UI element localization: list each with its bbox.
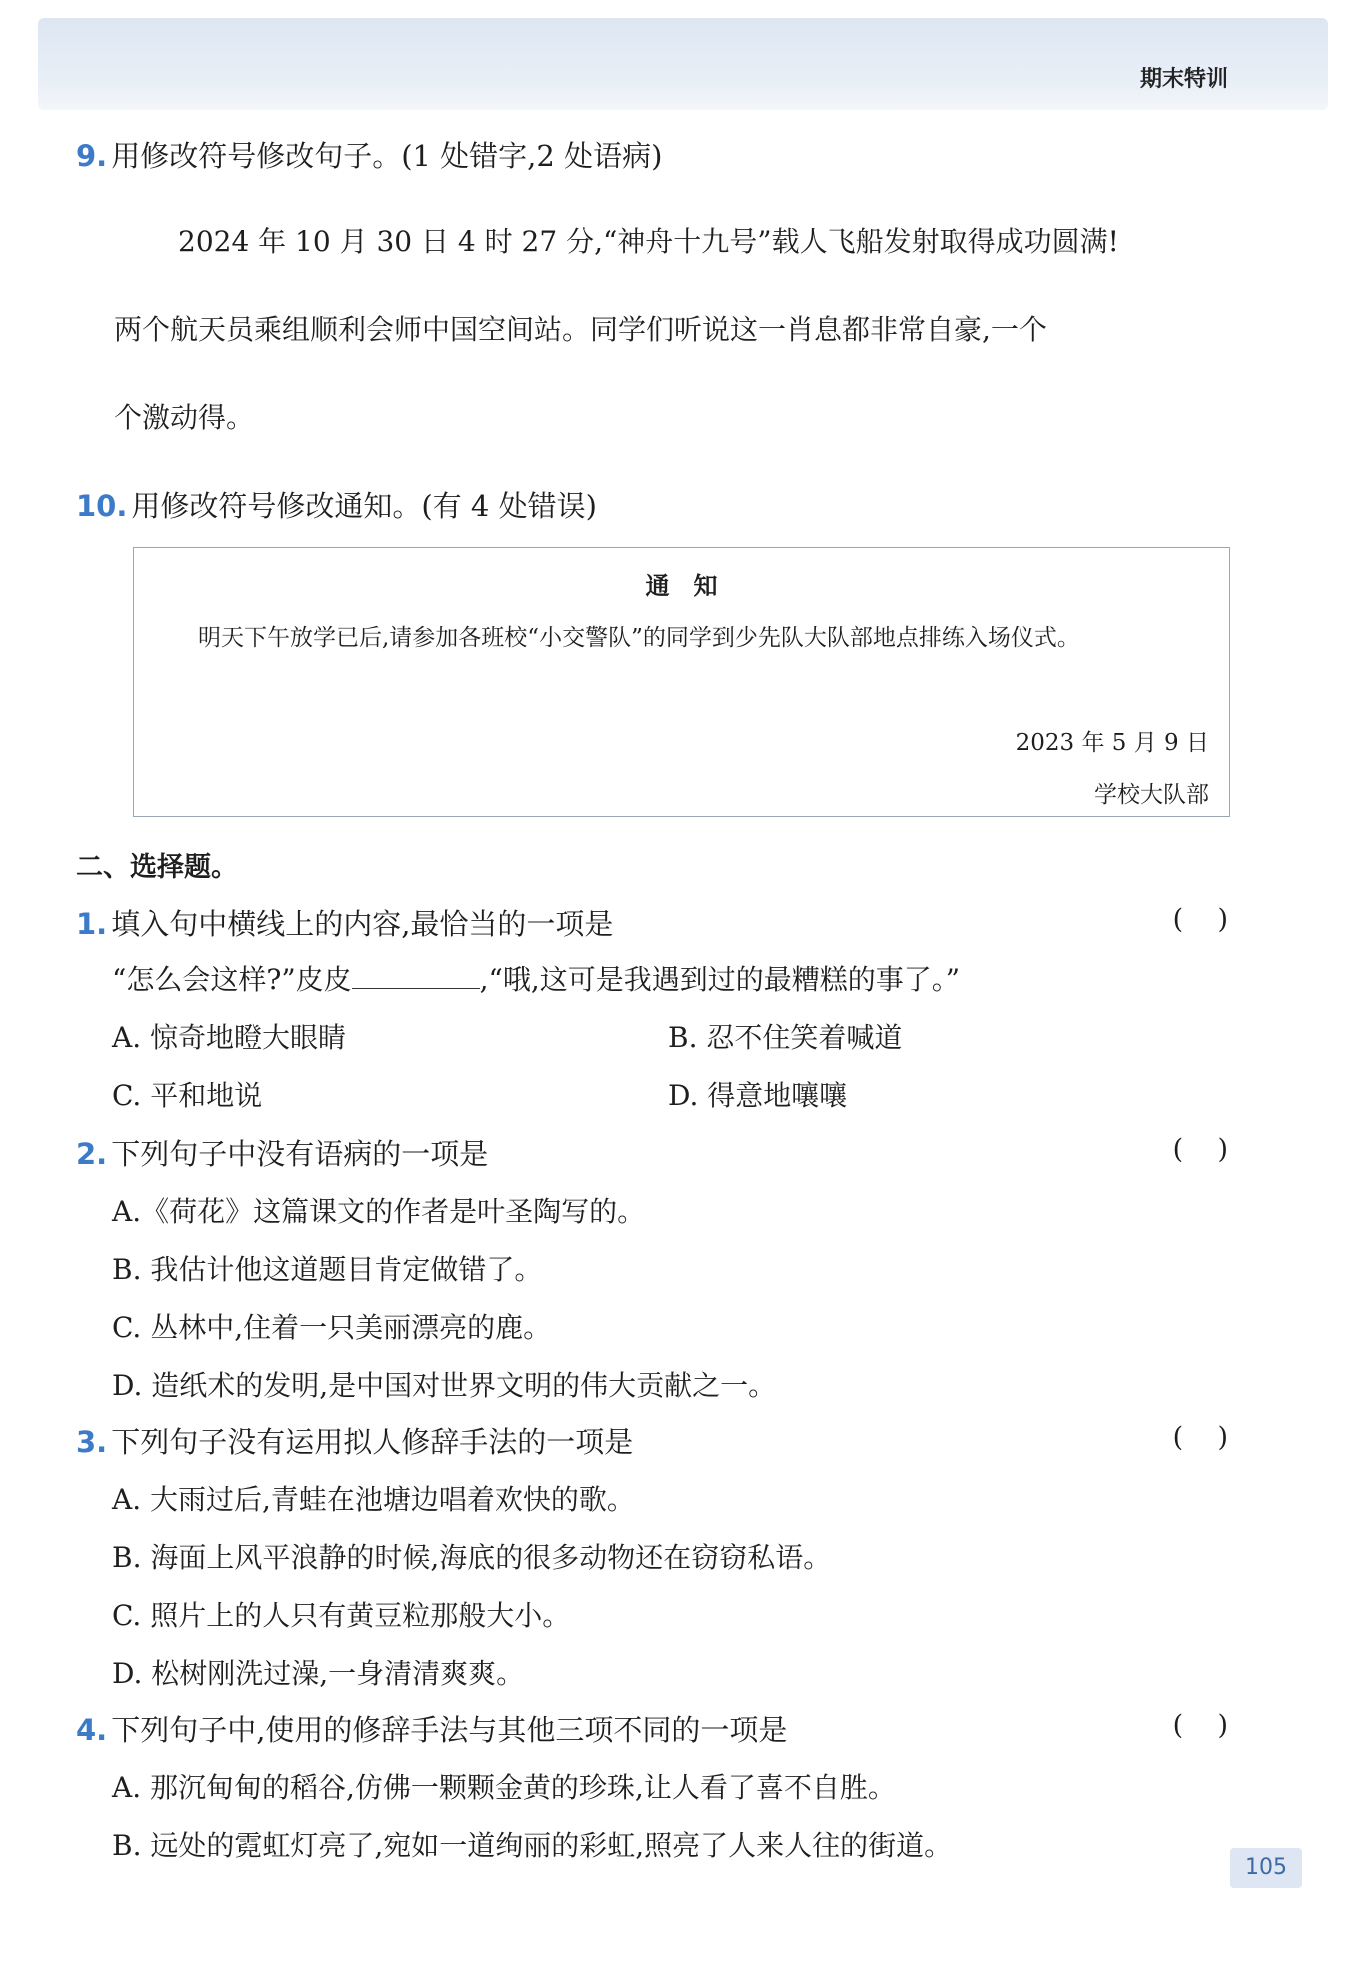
option-a: A.《荷花》这篇课文的作者是叶圣陶写的。 — [112, 1195, 646, 1228]
choice-question-2 — [76, 1132, 488, 1173]
option-d: D. 造纸术的发明,是中国对世界文明的伟大贡献之一。 — [112, 1369, 777, 1402]
question-number: 10. — [76, 489, 128, 523]
choice-question-3 — [76, 1420, 633, 1461]
option-d: D. 得意地嚷嚷 — [668, 1079, 848, 1112]
option-a: A. 那沉甸甸的稻谷,仿佛一颗颗金黄的珍珠,让人看了喜不自胜。 — [112, 1771, 896, 1804]
notice-title: 通知 — [645, 572, 742, 600]
paragraph-line: 2024 年 10 月 30 日 4 时 27 分,“神舟十九号”载人飞船发射取得成功圆满! — [178, 225, 1119, 258]
option-c: C. 丛林中,住着一只美丽漂亮的鹿。 — [112, 1311, 552, 1344]
question-number: 4. — [76, 1713, 108, 1747]
question-prompt: 下列句子没有运用拟人修辞手法的一项是 — [111, 1425, 634, 1459]
option-c: C. 平和地说 — [112, 1079, 263, 1112]
question-number: 9. — [76, 139, 108, 173]
option-b: B. 海面上风平浪静的时候,海底的很多动物还在窃窃私语。 — [112, 1541, 832, 1574]
option-b: B. 我估计他这道题目肯定做错了。 — [112, 1253, 543, 1286]
quote-after: ,“哦,这可是我遇到过的最糟糕的事了。” — [479, 963, 961, 996]
quote-before: “怎么会这样?”皮皮 — [112, 963, 352, 996]
choice-question-1 — [76, 902, 613, 943]
page-number: 105 — [1230, 1848, 1302, 1888]
header-band — [38, 18, 1328, 110]
choice-question-4 — [76, 1708, 787, 1749]
section-title: 二、选择题。 — [76, 852, 238, 883]
question-number: 3. — [76, 1425, 108, 1459]
question-9 — [76, 134, 662, 175]
quote-sentence — [112, 958, 960, 998]
question-10 — [76, 484, 597, 525]
notice-date: 2023 年 5 月 9 日 — [1015, 730, 1209, 756]
option-c: C. 照片上的人只有黄豆粒那般大小。 — [112, 1599, 571, 1632]
answer-parentheses[interactable]: ( ) — [1172, 1422, 1228, 1453]
header-title: 期末特训 — [1139, 67, 1228, 92]
question-prompt: 下列句子中没有语病的一项是 — [111, 1137, 489, 1171]
question-number: 1. — [76, 907, 108, 941]
notice-body: 明天下午放学已后,请参加各班校“小交警队”的同学到少先队大队部地点排练入场仪式。 — [198, 625, 1080, 651]
paragraph-line: 个激动得。 — [114, 401, 255, 434]
notice-box — [133, 547, 1230, 817]
answer-parentheses[interactable]: ( ) — [1172, 904, 1228, 935]
fill-blank[interactable] — [352, 960, 480, 989]
option-b: B. 忍不住笑着喊道 — [668, 1021, 903, 1054]
option-a: A. 惊奇地瞪大眼睛 — [112, 1021, 347, 1054]
paragraph-line: 两个航天员乘组顺利会师中国空间站。同学们听说这一肖息都非常自豪,一个 — [114, 313, 1047, 346]
question-prompt: 填入句中横线上的内容,最恰当的一项是 — [111, 907, 614, 941]
notice-signer: 学校大队部 — [1094, 782, 1209, 808]
question-prompt: 下列句子中,使用的修辞手法与其他三项不同的一项是 — [111, 1713, 788, 1747]
question-prompt: 用修改符号修改通知。(有 4 处错误) — [131, 489, 597, 523]
question-prompt: 用修改符号修改句子。(1 处错字,2 处语病) — [111, 139, 663, 173]
answer-parentheses[interactable]: ( ) — [1172, 1710, 1228, 1741]
question-number: 2. — [76, 1137, 108, 1171]
option-b: B. 远处的霓虹灯亮了,宛如一道绚丽的彩虹,照亮了人来人往的街道。 — [112, 1829, 953, 1862]
option-a: A. 大雨过后,青蛙在池塘边唱着欢快的歌。 — [112, 1483, 635, 1516]
option-d: D. 松树刚洗过澡,一身清清爽爽。 — [112, 1657, 525, 1690]
answer-parentheses[interactable]: ( ) — [1172, 1134, 1228, 1165]
